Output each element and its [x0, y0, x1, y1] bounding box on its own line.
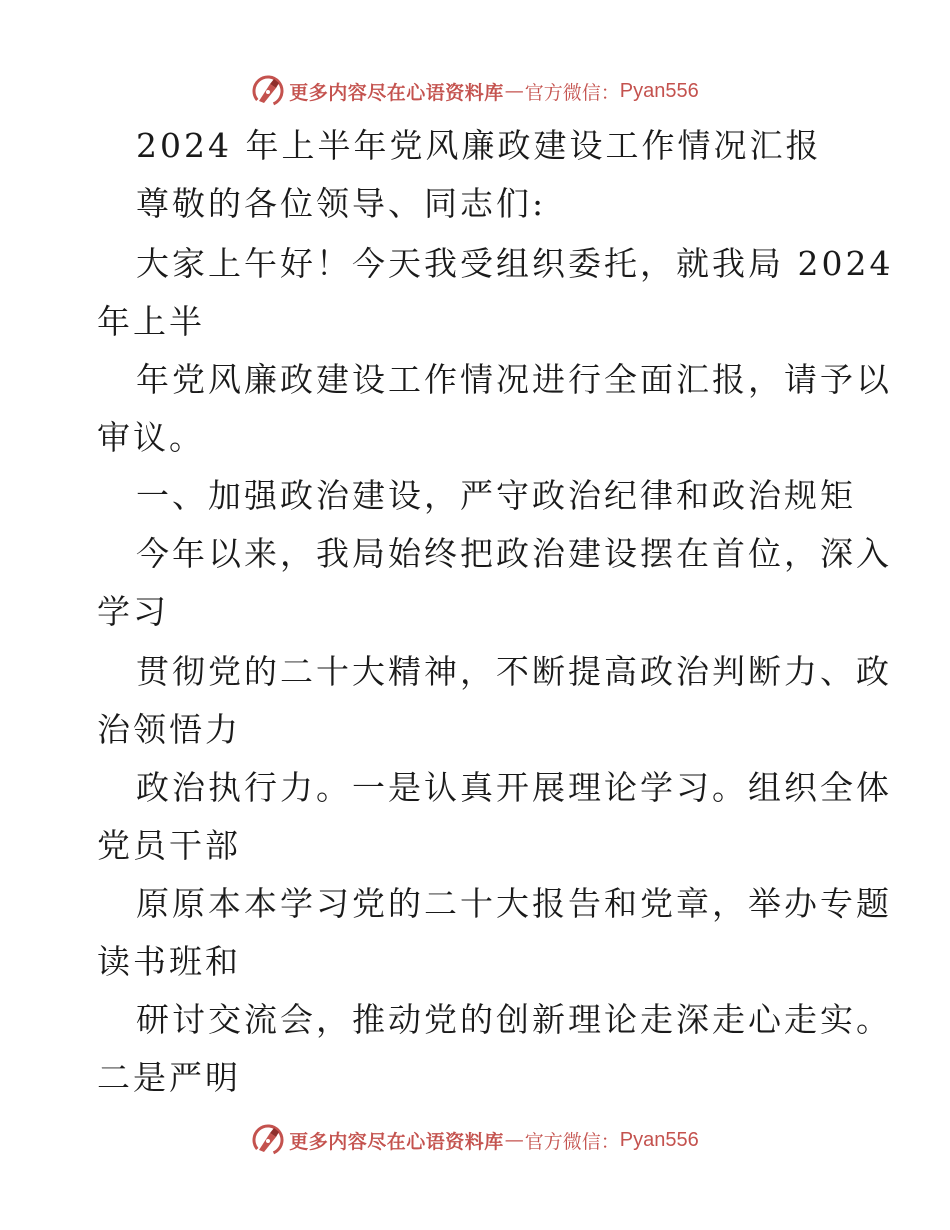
paragraph-line: 治领悟力: [97, 710, 241, 749]
paragraph-line: 研讨交流会，推动党的创新理论走深走心走实。: [136, 1000, 892, 1039]
paragraph-line: 贯彻党的二十大精神，不断提高政治判断力、政: [136, 652, 892, 691]
watermark-label: 官方微信：: [524, 81, 620, 104]
paragraph-line: 年上半: [97, 302, 205, 341]
pen-nib-logo-icon: [251, 74, 285, 108]
watermark-separator: —: [504, 80, 524, 102]
paragraph-line: 学习: [97, 592, 169, 631]
paragraph-line: 读书班和: [97, 942, 241, 981]
paragraph-line: 审议。: [97, 418, 205, 457]
paragraph-line: 年党风廉政建设工作情况进行全面汇报，请予以: [136, 360, 892, 399]
header-watermark: [0, 71, 950, 111]
watermark-label: 官方微信：: [524, 1130, 620, 1153]
watermark-wechat-id: Pyan556: [619, 79, 699, 102]
document-title: 2024 年上半年党风廉政建设工作情况汇报: [136, 126, 822, 165]
watermark-text: 更多内容尽在心语资料库: [289, 1130, 504, 1153]
paragraph-line: 今年以来，我局始终把政治建设摆在首位，深入: [136, 534, 892, 573]
paragraph-line: 政治执行力。一是认真开展理论学习。组织全体: [136, 768, 892, 807]
pen-nib-logo-icon: [251, 1123, 285, 1157]
paragraph-line: 二是严明: [97, 1058, 241, 1097]
watermark-text: 更多内容尽在心语资料库: [289, 81, 504, 104]
paragraph-line: 大家上午好！今天我受组织委托，就我局 2024: [136, 244, 894, 283]
watermark-wechat-id: Pyan556: [619, 1128, 699, 1151]
paragraph-line: 党员干部: [97, 826, 241, 865]
watermark-separator: —: [504, 1129, 524, 1151]
salutation: 尊敬的各位领导、同志们:: [136, 184, 547, 223]
footer-watermark: [0, 1120, 950, 1160]
section-heading: 一、加强政治建设，严守政治纪律和政治规矩: [136, 476, 856, 515]
paragraph-line: 原原本本学习党的二十大报告和党章，举办专题: [136, 884, 892, 923]
